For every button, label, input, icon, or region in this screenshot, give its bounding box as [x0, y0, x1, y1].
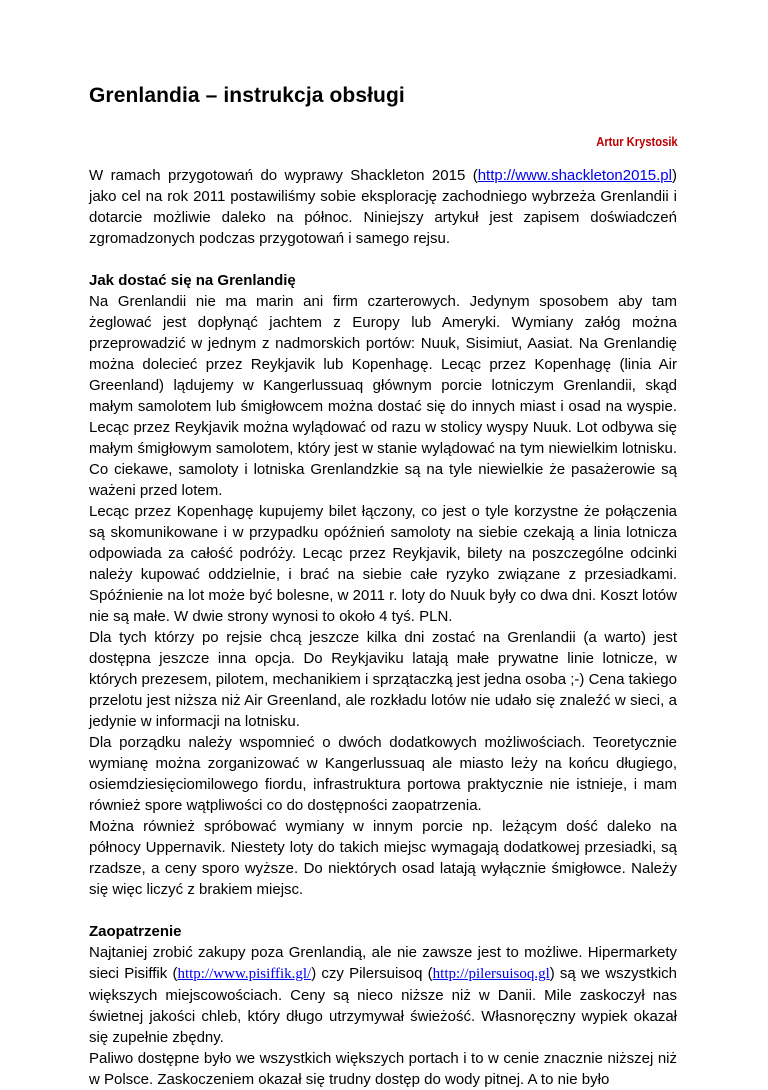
paragraph: Dla porządku należy wspomnieć o dwóch dodatkowych możliwościach. Teoretycznie wymianę można zorganizować w Kangerlussuaq ale miasto leży na końcu długiego, osiemdziesięciomilowego fiordu, infrastruktura portowa praktycznie nie istnieje, i mam również spore wątpliwości co do dostępności zaopatrzenia. [89, 734, 677, 814]
section-heading-supplies: Zaopatrzenie [89, 923, 182, 940]
paragraph: Paliwo dostępne było we wszystkich większych portach i to w cenie znacznie niższej niż w Polsce. Zaskoczeniem okazał się trudny dostęp do wody pitnej. A to nie było [89, 1050, 677, 1088]
shackleton-link[interactable]: http://www.shackleton2015.pl [477, 167, 672, 184]
document-title: Grenlandia – instrukcja obsługi [89, 84, 405, 107]
author-name: Artur Krystosik [596, 134, 678, 149]
paragraph: Lecąc przez Kopenhagę kupujemy bilet łączony, co jest o tyle korzystne że połączenia są skomunikowane i w przypadku opóźnień samoloty na siebie czekają a linia lotnicza odpowiada za całość podróży. Lecąc przez Reykjavik, bilety na poszczególne odcinki należy kupować oddzielnie, i brać na siebie całe ryzyko związane z przesiadkami. Spóźnienie na lot może być bolesne, w 2011 r. loty do Nuuk były co dwa dni. Koszt lotów nie są małe. W dwie strony wynosi to około 4 tyś. PLN. [89, 503, 677, 625]
section-heading-travel: Jak dostać się na Grenlandię [89, 272, 296, 289]
intro-paragraph: W ramach przygotowań do wyprawy Shackleton 2015 (http://www.shackleton2015.pl) jako cel na rok 2011 postawiliśmy sobie eksplorację zachodniego wybrzeża Grenlandii i dotarcie możliwie daleko na północ. Niniejszy artykuł jest zapisem doświadczeń zgromadzonych podczas przygotowań i samego rejsu. [89, 167, 677, 247]
paragraph: Na Grenlandii nie ma marin ani firm czarterowych. Jedynym sposobem aby tam żeglować jest dopłynąć jachtem z Europy lub Ameryki. Wymiany załóg można przeprowadzić w jednym z nadmorskich portów: Nuuk, Sisimiut, Aasiat. Na Grenlandię można dolecieć przez Reykjavik lub Kopenhagę. Lecąc przez Kopenhagę (linia Air Greenland) lądujemy w Kangerlussuaq głównym porcie lotniczym Grenlandii, skąd małym samolotem lub śmigłowcem można dostać się do innych miast i osad na wyspie. Lecąc przez Reykjavik można wylądować od razu w stolicy wyspy Nuuk. Lot odbywa się małym śmigłowym samolotem, który jest w stanie wylądować na tym niewielkim lotnisku. Co ciekawe, samoloty i lotniska Grenlandzkie są na tyle niewielkie że pasażerowie są ważeni przed lotem. [89, 293, 677, 499]
paragraph: Dla tych którzy po rejsie chcą jeszcze kilka dni zostać na Grenlandii (a warto) jest dostępna jeszcze inna opcja. Do Reykjaviku latają małe prywatne linie lotnicze, w których prezesem, pilotem, mechanikiem i sprzątaczką jest jedna osoba ;-) Cena takiego przelotu jest niższa niż Air Greenland, ale rozkładu lotów nie udało się znaleźć w sieci, a jedynie w informacji na lotnisku. [89, 629, 677, 730]
pisiffik-link[interactable]: http://www.pisiffik.gl/ [177, 966, 312, 982]
paragraph: Można również spróbować wymiany w innym porcie np. leżącym dość daleko na północy Uppernavik. Niestety loty do takich miejsc wymagają dodatkowej przesiadki, są rzadsze, a ceny sporo wyższe. Do niektórych osad latają wyłącznie śmigłowce. Należy się więc liczyć z brakiem miejsc. [89, 818, 677, 898]
pilersuisoq-link[interactable]: http://pilersuisoq.gl [432, 966, 550, 982]
article-body [89, 165, 677, 1090]
paragraph: Najtaniej zrobić zakupy poza Grenlandią, ale nie zawsze jest to możliwe. Hipermarkety sieci Pisiffik (http://www.pisiffik.gl/) czy Pilersuisoq (http://pilersuisoq.gl) są we wszystkich większych miejscowościach. Ceny są nieco niższe niż w Danii. Mile zaskoczył nas świetnej jakości chleb, który długo utrzymywał świeżość. Własnoręczny wypiek okazał się zupełnie zbędny. [89, 944, 678, 1046]
